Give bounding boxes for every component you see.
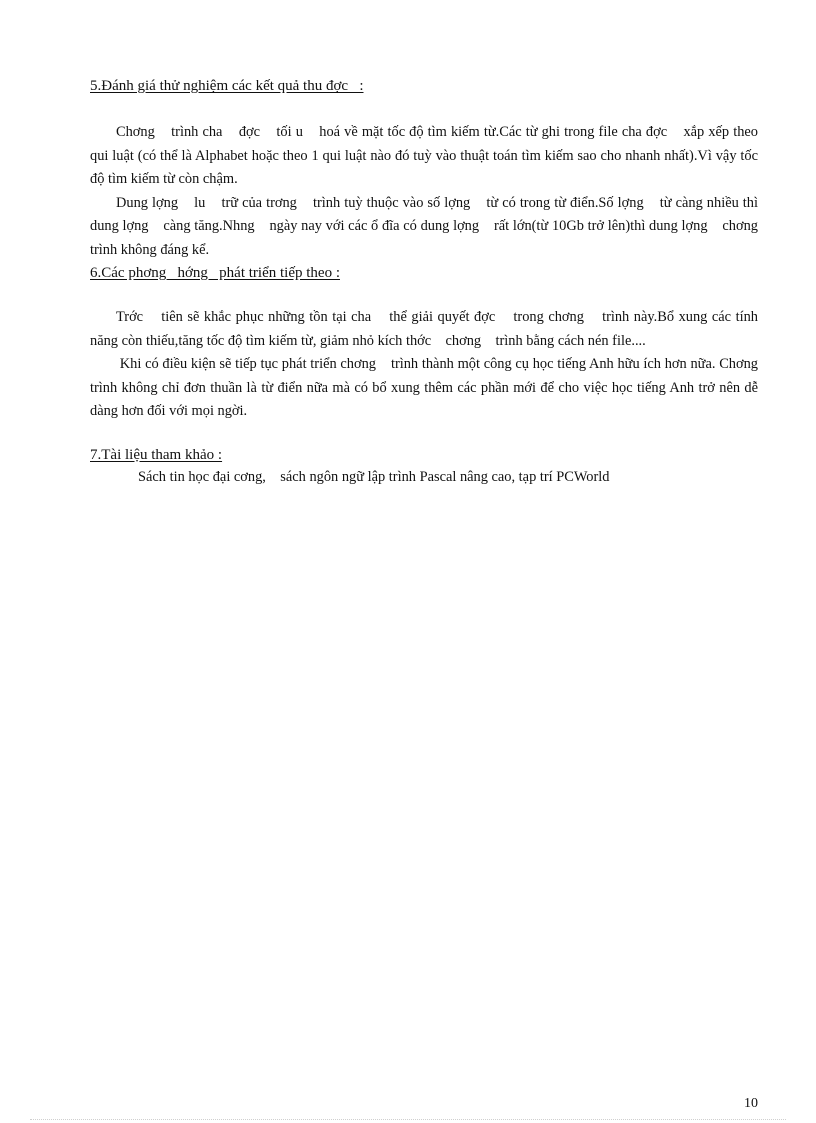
section-5-heading: 5.Đánh giá thử nghiệm các kết quả thu đợc :: [90, 78, 364, 94]
section-6-paragraph-1: Trớc tiên sẽ khắc phục những tồn tại cha thể giải quyết đợc trong chơng trình này.Bổ xung các tính năng còn thiếu,tăng tốc độ tìm kiếm từ, giảm nhỏ kích thớc chơng trình bằng cách nén file....: [90, 309, 762, 349]
footer-divider: [30, 1119, 786, 1120]
page-content: [90, 75, 773, 489]
section-7-heading: 7.Tài liệu tham khảo :: [90, 446, 223, 463]
spacer: [90, 284, 758, 306]
section-5-paragraph-2: Dung lợng lu trữ của trơng trình tuỳ thuộc vào số lợng từ có trong từ điển.Số lợng từ càng nhiều thì dung lợng càng tăng.Nhng ngày nay với các ổ đĩa có dung lợng rất lớn(từ 10Gb trở lên)thì dung lợng chơng trình không đáng kể.: [90, 194, 773, 258]
spacer: [90, 424, 758, 444]
section-6-heading: 6.Các phơng hớng phát triển tiếp theo :: [90, 265, 340, 281]
page-number: 10: [744, 1096, 758, 1111]
spacer: [90, 97, 758, 121]
reference-line: Sách tin học đại cơng, sách ngôn ngữ lập trình Pascal nâng cao, tạp trí PCWorld: [138, 468, 610, 485]
section-6-paragraph-2: Khi có điều kiện sẽ tiếp tục phát triển chơng trình thành một công cụ học tiếng Anh hữu ích hơn nữa. Chơng trình không chỉ đơn thuần là từ điển nữa mà có bổ xung thêm các phần mới để cho việc học tiếng Anh trở nên dễ dàng hơn đối với mọi ngời.: [90, 356, 773, 419]
section-5-paragraph-1: Chơng trình cha đợc tối u hoá về mặt tốc độ tìm kiếm từ.Các từ ghi trong file cha đợc xắp xếp theo qui luật (có thể là Alphabet hoặc theo 1 qui luật nào đó tuỳ vào thuật toán tìm kiếm sao cho nhanh nhất).Vì vậy tốc độ tìm kiếm từ còn chậm.: [90, 124, 762, 187]
